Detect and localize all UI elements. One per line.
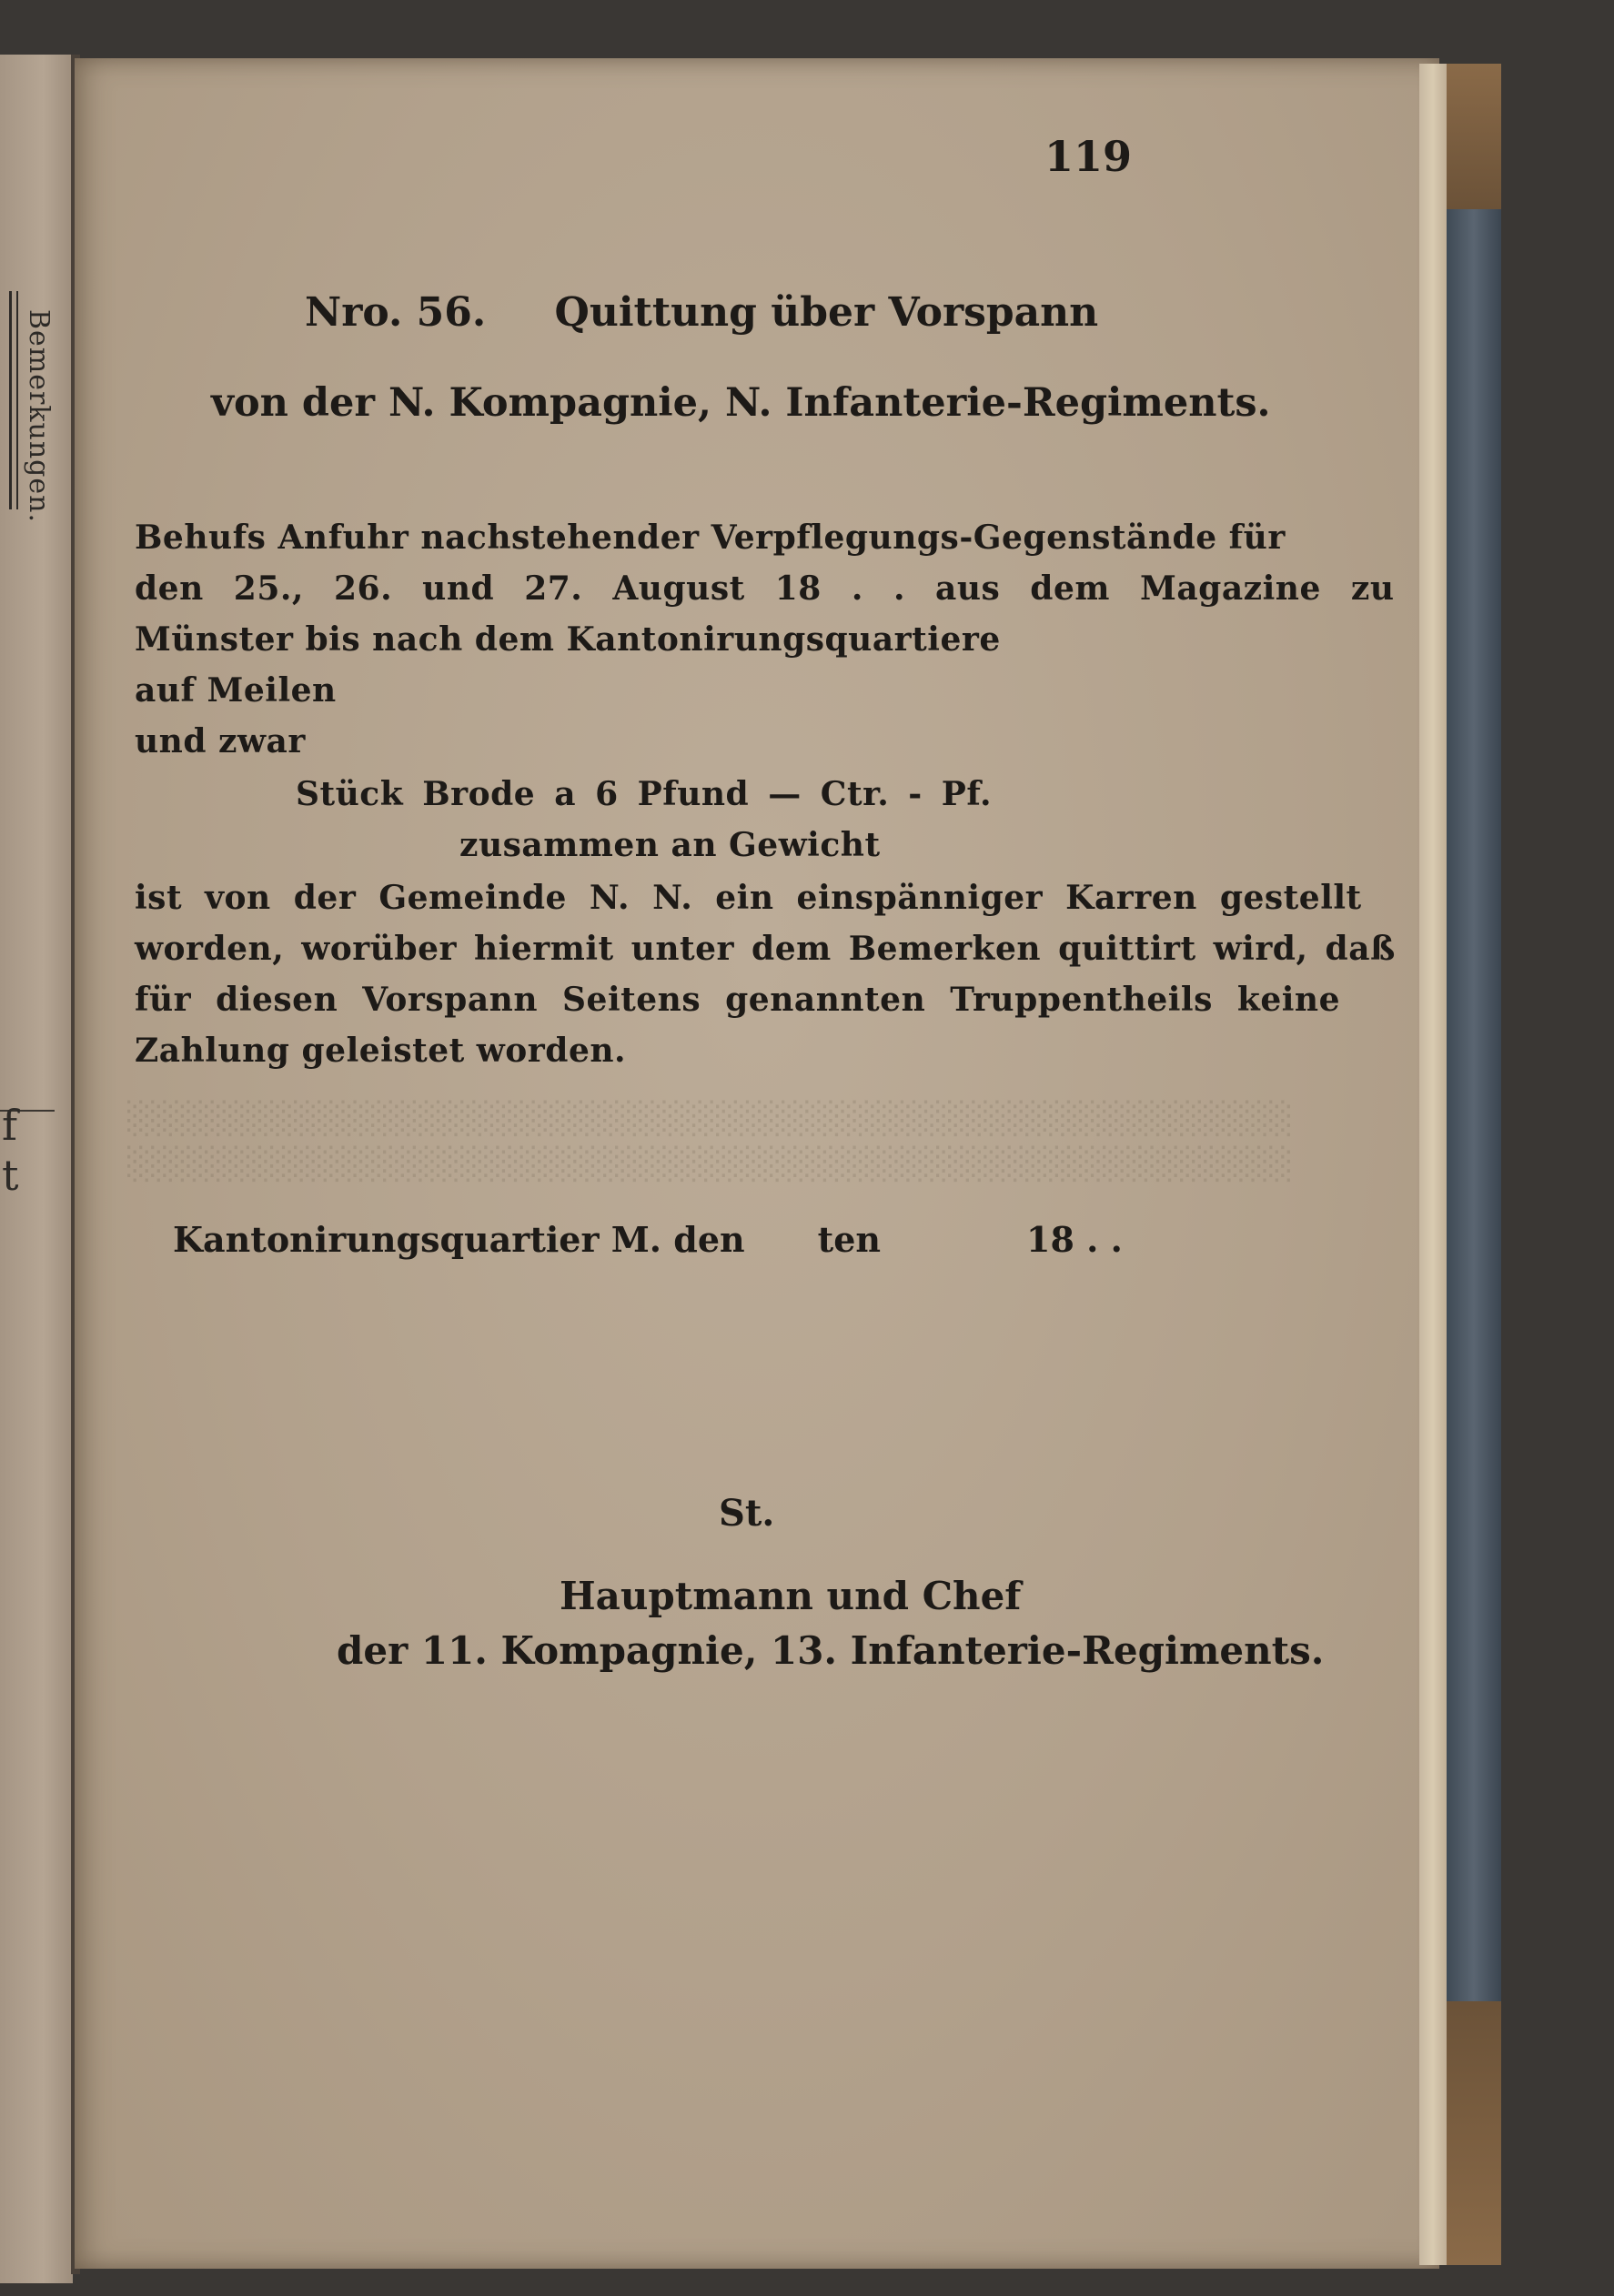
date-line-year: 18 . . xyxy=(1026,1219,1123,1260)
form-number: Nro. 56. xyxy=(305,289,487,336)
left-page-rule xyxy=(9,291,12,509)
date-line-day-suffix: ten xyxy=(817,1219,881,1260)
left-page-glyph: f xyxy=(2,1101,18,1150)
left-page-glyph: t xyxy=(2,1151,19,1200)
form-title: Quittung über Vorspann xyxy=(554,289,1099,336)
body-line: Münster bis nach dem Kantonirungsquartiere xyxy=(135,620,1001,659)
body-line: zusammen an Gewicht xyxy=(459,826,881,864)
show-through-texture: ░░░░░░░░░░░░░░░░░░░░░░░░░░░░░░░░░░░░░░░░░░░░░░░░░ xyxy=(127,1146,1294,1183)
book-cover-corner xyxy=(1447,2001,1501,2265)
book-cover-corner xyxy=(1447,64,1501,209)
left-page-vertical-heading: Bemerkungen. xyxy=(23,309,55,523)
book-cover xyxy=(1447,64,1501,2265)
body-line: Zahlung geleistet worden. xyxy=(135,1032,627,1070)
body-line: Stück Brode a 6 Pfund — Ctr. - Pf. xyxy=(296,775,993,813)
body-line: für diesen Vorspann Seitens genannten Truppentheils keine xyxy=(135,981,1340,1019)
page-stack-edge xyxy=(1419,64,1447,2265)
stamp-placeholder: St. xyxy=(719,1492,775,1535)
body-line: worden, worüber hiermit unter dem Bemerken quittirt wird, daß xyxy=(135,930,1396,968)
body-line: ist von der Gemeinde N. N. ein einspänniger Karren gestellt xyxy=(135,879,1362,917)
signature-unit: der 11. Kompagnie, 13. Infanterie-Regiments. xyxy=(337,1628,1325,1673)
body-line: Behufs Anfuhr nachstehender Verpflegungs-Gegenstände für xyxy=(135,519,1286,557)
form-subtitle: von der N. Kompagnie, N. Infanterie-Regiments. xyxy=(211,380,1271,426)
body-line: den 25., 26. und 27. August 18 . . aus dem Magazine zu xyxy=(135,569,1395,608)
signature-title: Hauptmann und Chef xyxy=(560,1574,1022,1618)
body-line: und zwar xyxy=(135,722,306,760)
date-line-place: Kantonirungsquartier M. den xyxy=(173,1219,745,1260)
body-line: auf Meilen xyxy=(135,671,337,710)
page-number: 119 xyxy=(1044,132,1133,181)
show-through-texture: ░░░░░░░░░░░░░░░░░░░░░░░░░░░░░░░░░░░░░░░░░░░░░░░░░ xyxy=(127,1101,1294,1137)
left-page-edge xyxy=(0,55,73,2283)
date-line xyxy=(173,1219,1123,1260)
document-heading xyxy=(305,289,1098,336)
